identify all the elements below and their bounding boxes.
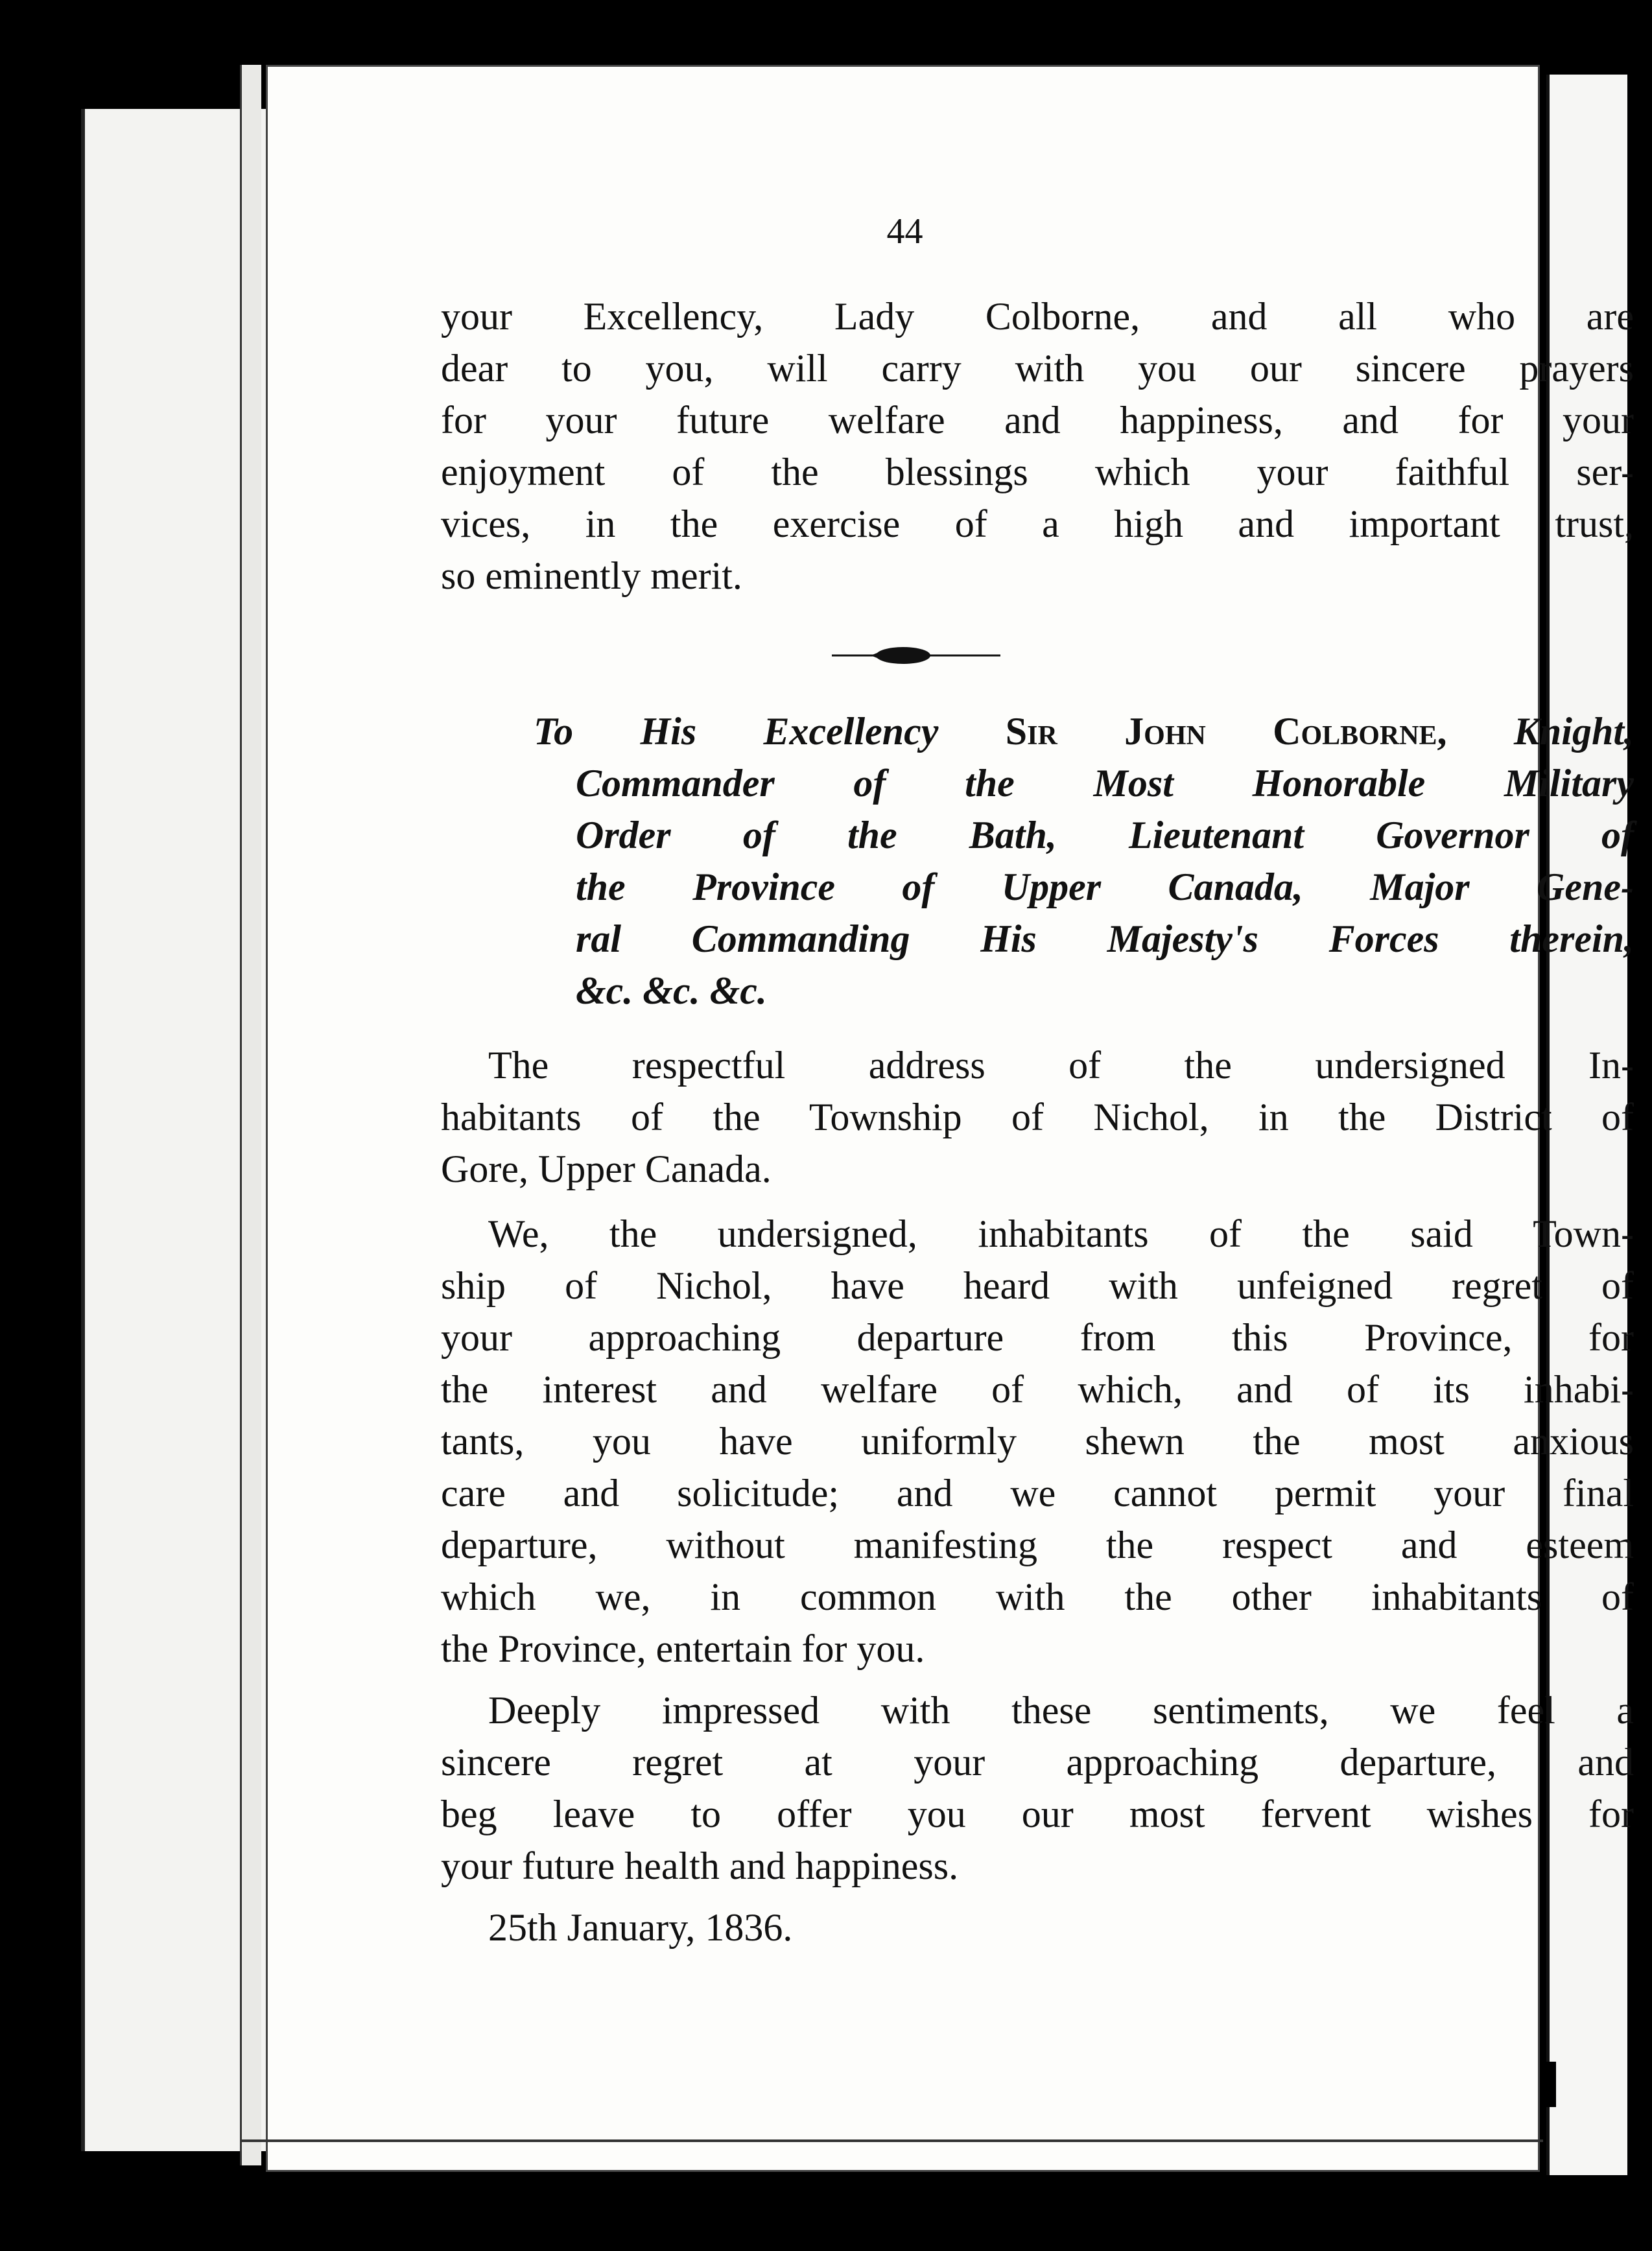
address-line: Commander of the Most Honorable Military [576,762,1634,805]
text-line: habitants of the Township of Nichol, in the District of [441,1096,1634,1138]
text-line: the Province, entertain for you. [441,1627,925,1670]
text-line: departure, without manifesting the respect and esteem [441,1524,1634,1566]
page-edge-left [240,65,261,2165]
page-bottom-rule [240,2139,1543,2142]
address-line: ral Commanding His Majesty's Forces therein, [576,917,1634,960]
addressee-title: Knight, [1446,710,1634,753]
text-line: your approaching departure from this Province, for [441,1316,1634,1359]
text-line: dear to you, will carry with you our sincere prayers [441,347,1634,390]
text-line: sincere regret at your approaching departure, and [441,1741,1634,1784]
text-line: ship of Nichol, have heard with unfeigned regret of [441,1264,1634,1307]
text-line: The respectful address of the undersigned In- [488,1044,1634,1087]
text-line: We, the undersigned, inhabitants of the said Town- [488,1212,1634,1255]
ornamental-rule-icon [832,646,1000,665]
document-page [266,65,1634,2172]
text-line: your Excellency, Lady Colborne, and all who are [441,295,1634,338]
text-line: beg leave to offer you our most fervent wishes for [441,1793,1634,1835]
page-number: 44 [886,211,923,252]
text-line: the interest and welfare of which, and of its inhabi- [441,1368,1634,1411]
address-line: the Province of Upper Canada, Major Gene- [576,866,1634,908]
text-line: Deeply impressed with these sentiments, we feel a [488,1689,1634,1732]
text-line: for your future welfare and happiness, and for your [441,399,1634,442]
text-line: vices, in the exercise of a high and important trust, [441,502,1634,545]
text-line: tants, you have uniformly shewn the most anxious [441,1420,1634,1463]
date-line: 25th January, 1836. [488,1906,793,1949]
address-line: &c. &c. &c. [576,969,767,1012]
text-line: enjoyment of the blessings which your faithful ser- [441,451,1634,493]
address-lead: To His Excellency [534,710,1006,753]
address-heading-line [534,712,1634,751]
text-line: Gore, Upper Canada. [441,1148,772,1190]
text-line: your future health and happiness. [441,1844,959,1887]
text-line: so eminently merit. [441,554,742,597]
text-line: care and solicitude; and we cannot permit your final [441,1472,1634,1514]
address-line: Order of the Bath, Lieutenant Governor of [576,814,1634,856]
addressee-name: Sir John Colborne, [1005,710,1447,753]
text-line: which we, in common with the other inhabitants of [441,1575,1634,1618]
